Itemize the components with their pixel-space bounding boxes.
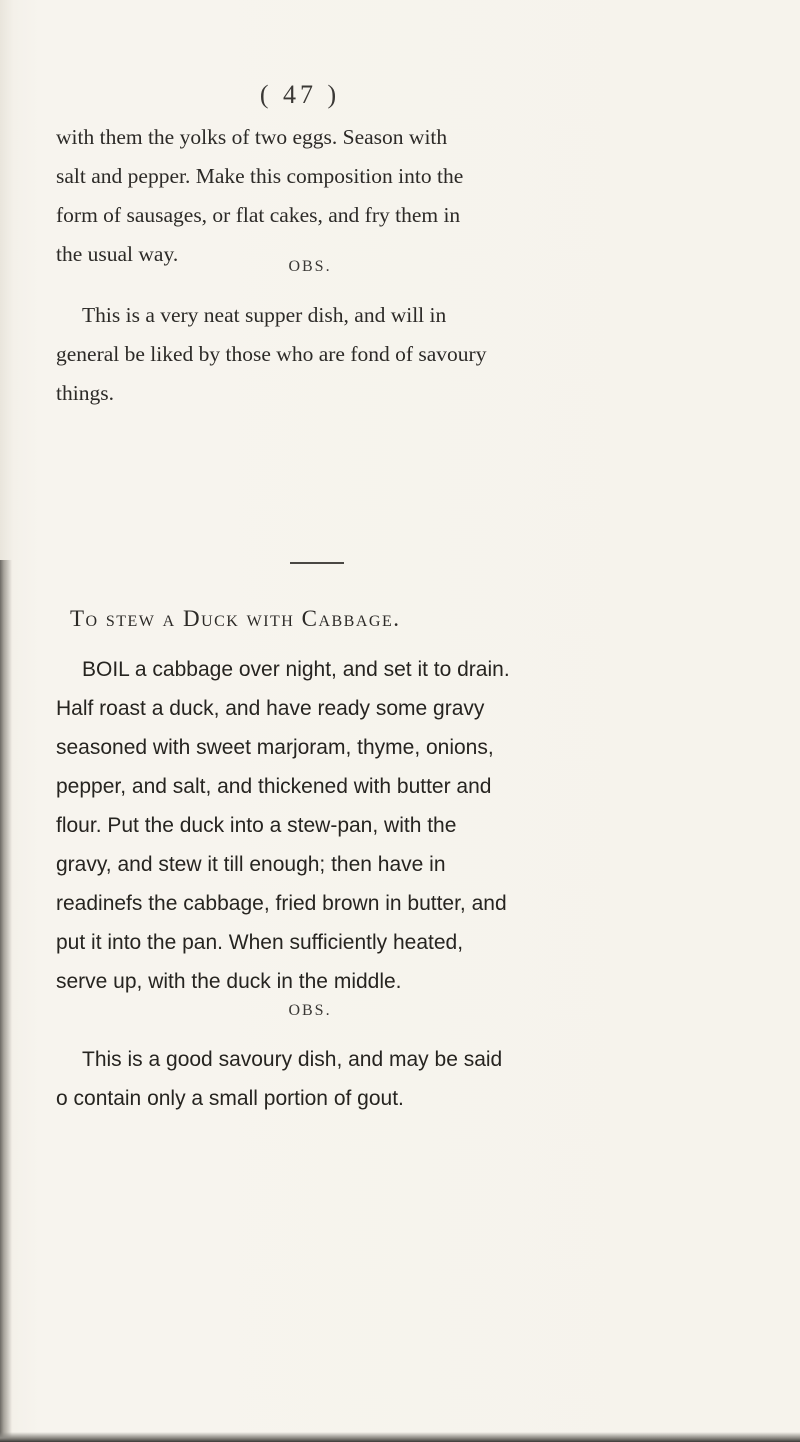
text-line: seasoned with sweet marjoram, thyme, onions, bbox=[56, 736, 494, 759]
text-line: things. bbox=[56, 381, 114, 405]
recipe-continuation bbox=[56, 118, 636, 274]
text-line: serve up, with the duck in the middle. bbox=[56, 970, 402, 993]
text-line: salt and pepper. Make this composition into the bbox=[56, 164, 464, 188]
text-line: This is a good savoury dish, and may be said bbox=[82, 1048, 503, 1071]
section-divider bbox=[290, 562, 344, 564]
text-line: with them the yolks of two eggs. Season with bbox=[56, 125, 448, 149]
text-line: the usual way. bbox=[56, 242, 179, 266]
recipe-title: To stew a Duck with Cabbage. bbox=[70, 606, 401, 631]
page-number: ( 47 ) bbox=[259, 80, 341, 109]
text-line: Half roast a duck, and have ready some gravy bbox=[56, 697, 485, 720]
text-line: pepper, and salt, and thickened with butter and bbox=[56, 775, 492, 798]
text-line: BOIL a cabbage over night, and set it to drain. bbox=[82, 658, 510, 681]
binding-shadow bbox=[0, 560, 12, 1440]
text-line: put it into the pan. When sufficiently heated, bbox=[56, 931, 464, 954]
obs-label: OBS. bbox=[288, 1002, 332, 1019]
obs-label: OBS. bbox=[288, 258, 332, 275]
recipe-body bbox=[56, 650, 636, 1001]
obs-paragraph bbox=[56, 296, 636, 413]
text-line: flour. Put the duck into a stew-pan, with the bbox=[56, 814, 457, 837]
page-bottom-edge bbox=[0, 1432, 800, 1442]
text-line: general be liked by those who are fond of savoury bbox=[56, 342, 487, 366]
text-line: This is a very neat supper dish, and will in bbox=[82, 303, 447, 327]
text-line: readinefs the cabbage, fried brown in butter, and bbox=[56, 892, 507, 915]
text-line: form of sausages, or flat cakes, and fry them in bbox=[56, 203, 461, 227]
text-line: o contain only a small portion of gout. bbox=[56, 1087, 404, 1110]
obs-paragraph bbox=[56, 1040, 636, 1118]
text-line: gravy, and stew it till enough; then have in bbox=[56, 853, 446, 876]
